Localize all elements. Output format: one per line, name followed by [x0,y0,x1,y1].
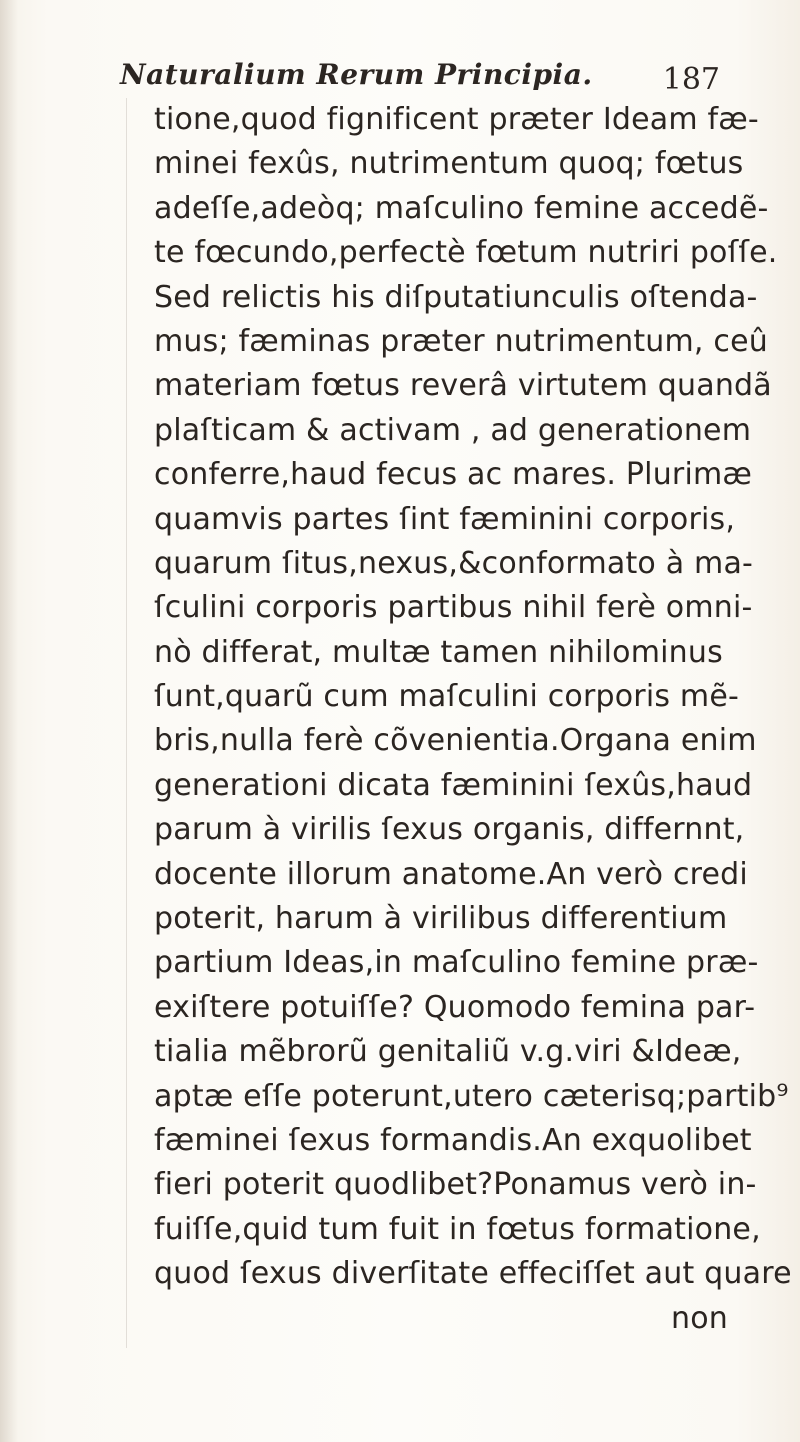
text-line: conferre,haud fecus ac mares. Plurimæ [154,457,753,493]
text-line: minei fexûs, nutrimentum quoq; fœtus [154,146,744,182]
text-line: bris,nulla ferè cõvenientia.Organa enim [154,723,757,759]
body-text [154,98,792,1341]
text-line: mus; fæminas præter nutrimentum, ceû [154,323,768,359]
text-line: materiam fœtus reverâ virtutem quandã [154,368,772,404]
text-line: nò differat, multæ tamen nihilominus [154,634,723,670]
text-line: aptæ eſſe poterunt,utero cæterisq;partib⁹ [154,1078,789,1114]
catchword: non [671,1300,728,1336]
text-line: docente illorum anatome.An verò credi [154,856,748,892]
text-line: quarum ſitus,nexus,&conformato à ma- [154,545,754,581]
text-line: ſculini corporis partibus nihil ferè omni- [154,590,753,626]
text-line: parum à virilis ſexus organis, differnnt, [154,812,745,848]
gutter-shadow [0,0,18,1442]
running-title: Naturalium Rerum Principia. [120,58,593,91]
text-line: Sed relictis his diſputatiunculis oſtenda- [154,279,758,315]
text-line: adeſſe,adeòq; maſculino femine accedẽ- [154,190,769,226]
text-line: poterit, harum à virilibus differentium [154,901,728,937]
text-line: partium Ideas,in maſculino femine præ- [154,945,759,981]
text-line: quamvis partes ſint fæminini corporis, [154,501,736,537]
text-line: exiſtere potuiſſe? Quomodo femina par- [154,989,756,1025]
text-line: te fœcundo,perfectè fœtum nutriri poſſe. [154,235,778,271]
text-line: fieri poterit quodlibet?Ponamus verò in- [154,1167,757,1203]
margin-rule [126,98,127,1348]
text-line: tione,quod fignificent præter Ideam fæ- [154,102,759,137]
text-line: plaſticam & activam , ad generationem [154,412,752,448]
text-line: tialia mẽbrorũ genitaliũ v.g.viri &Ideæ, [154,1034,742,1070]
page-number: 187 [662,62,720,97]
text-line: ſunt,quarũ cum maſculini corporis mẽ- [154,679,740,715]
text-line: generationi dicata fæminini ſexûs,haud [154,767,753,803]
text-line: quod ſexus diverſitate effeciſſet aut quare [154,1256,792,1292]
page-header [120,40,720,97]
text-line: fæminei ſexus formandis.An exquolibet [154,1122,752,1158]
text-line: fuiſſe,quid tum fuit in fœtus formatione, [154,1211,761,1247]
